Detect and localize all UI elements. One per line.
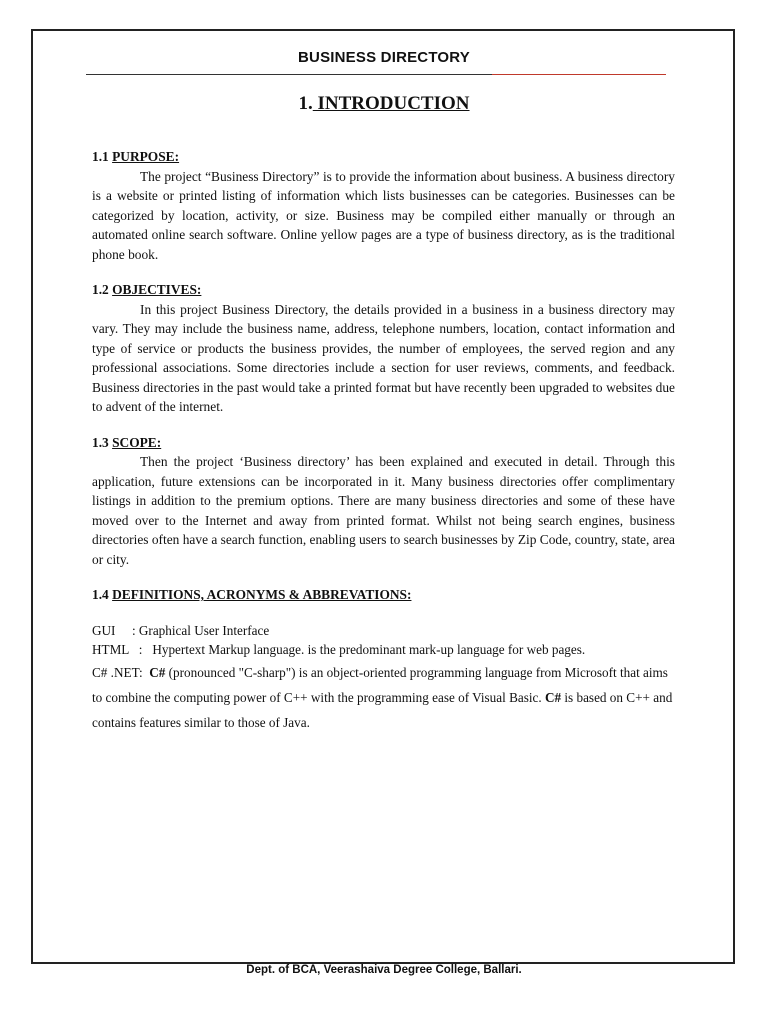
section-number: 1.2 (92, 282, 113, 297)
section-number: 1.4 (92, 587, 113, 602)
section-number: 1.1 (92, 149, 113, 164)
document-body (92, 147, 675, 735)
header-title: BUSINESS DIRECTORY (298, 49, 470, 66)
definition-gui (92, 621, 675, 641)
scope-paragraph: Then the project ‘Business directory’ has been explained and executed in detail. Through this application, future extensions can be incorporated in it. Many business directories offer complimentary listings in addition to the premium options. There are many business directories and some of these have moved over to the Internet and away from printed format. Whilst not being search engines, business directories often have a search function, enabling users to search businesses by Zip Code, country, state, area or city. (92, 454, 675, 567)
page-footer: Dept. of BCA, Veerashaiva Degree College, Ballari. (246, 964, 522, 976)
section-title: SCOPE: (112, 434, 162, 450)
section-heading-purpose (92, 147, 675, 167)
definition-description: Hypertext Markup language. is the predominant mark-up language for web pages. (152, 642, 586, 657)
definition-bold-term: C# (544, 689, 562, 705)
definition-separator: : (115, 622, 139, 638)
definition-bold-term: C# (149, 664, 166, 680)
definition-term: HTML (92, 642, 129, 657)
chapter-heading: INTRODUCTION (312, 93, 470, 114)
definition-description: (pronounced "C-sharp") is an object-oriented programming language from Microsoft that aims to combine the computing power of C++ with the programming ease of Visual Basic. (92, 664, 668, 705)
section-title: OBJECTIVES: (112, 282, 202, 297)
section-heading-scope (92, 433, 675, 453)
header-rule (86, 74, 666, 75)
definition-html (92, 640, 675, 660)
section-heading-definitions (92, 585, 675, 605)
definition-description: Graphical User Interface (138, 622, 270, 638)
definition-term: C# .NET: (92, 664, 143, 680)
section-title: DEFINITIONS, ACRONYMS & ABBREVATIONS: (112, 587, 412, 602)
purpose-paragraph: The project “Business Directory” is to provide the information about business. A business directory is a website or printed listing of information which lists businesses can be categories. Businesses can be categorized by location, activity, or size. Business may be compiled either manually or through an automated online search software. Online yellow pages are a type of business directory, as is the traditional phone book. (92, 168, 675, 262)
definition-description-cont: is based on C++ and contains features similar to those of Java. (92, 689, 673, 730)
section-heading-objectives (92, 280, 675, 300)
definition-separator: : (128, 642, 153, 657)
section-title: PURPOSE: (112, 149, 180, 164)
chapter-title (0, 93, 768, 115)
definitions-list (92, 621, 675, 735)
definition-csharp (92, 660, 675, 735)
chapter-number: 1. (298, 93, 313, 114)
definition-term: GUI (92, 622, 116, 638)
section-number: 1.3 (92, 434, 113, 450)
objectives-paragraph: In this project Business Directory, the details provided in a business in a business directory may vary. They may include the business name, address, telephone numbers, location, contact information and type of service or products the business provides, the number of employees, the served region and any professional associations. Some directories include a section for user reviews, comments, and feedback. Business directories in the past would take a printed format but have recently been upgraded to websites due to advent of the internet. (92, 301, 675, 414)
